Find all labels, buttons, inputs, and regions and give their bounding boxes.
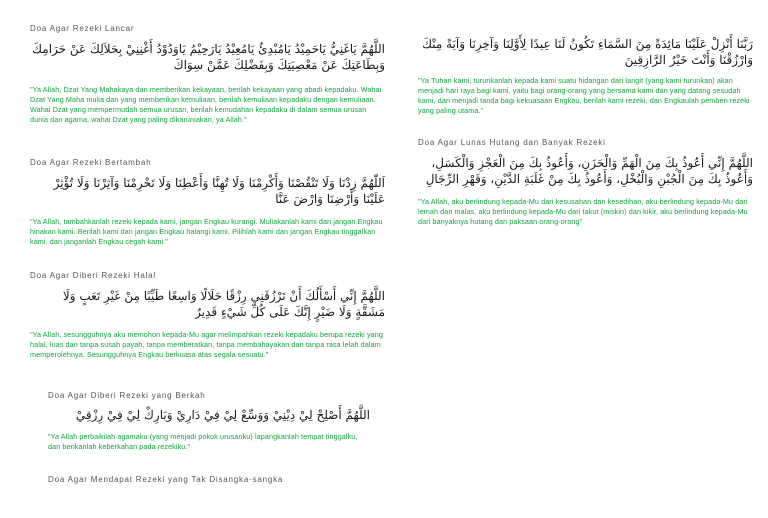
arabic-text: اللَّهُمَّ إِنِّي أَعُوذُ بِكَ مِنَ الْهَمِّ وَالْحَزَنِ، وَأَعُوذُ بِكَ مِنَ الْعَجْزِ وَالْكَسَلِ، وَأَعُوذُ بِكَ مِنَ الْجُبْنِ وَالْبُخْلِ، وَأَعُوذُ بِكَ مِنْ غَلَبَةِ الدَّيْنِ، وَقَهْرِ الرِّجَالِ — [425, 156, 753, 186]
left-section-2 — [30, 158, 385, 247]
translation-text: "Ya Allah, tambahkanlah rezeki kepada kami, jangan Engkau kurangi. Muliakanlah kami dan jangan Engkau hinakan kami. Berilah kami dan jangan Engkau halangi kami. Pilihlah kami dan jangan Engkau tinggalkan kami, dan janganlah Engkau cegah kami." — [30, 217, 383, 246]
translation-text: "Ya Allah, sesungguhnya aku memohon kepada-Mu agar melimpahkan rezeki kepadaku berupa rezeki yang halal, luas dan tanpa susah payah, tanpa memberatkan, tanpa membahayakan dan tanpa rasa lelah dalam memperolehnya. Sesungguhnya Engkau berkuasa atas segala sesuatu." — [30, 330, 383, 359]
translation-text: "Ya Allah, Dzat Yang Mahakaya dan memberikan kekayaan, berilah kekayaan yang abadi kepadaku. Wahai Dzat Yang Maha mulia dan yang memberikan kemuliaan, berilah kemuliaan kepadaku dengan kemuliaan. Wahai Dzat yang mempermudah semua urusan, berilah kemudahan kepadaku di dalam semua urusan dunia dan agama, wahai Dzat yang paling dikaruniakan, ya Allah." — [30, 85, 382, 124]
arabic-text: اللَّهُمَّ أَصْلِحْ لِيْ دِيْنِيْ وَوَسِّعْ لِيْ فِيْ دَارِيْ وَبَارِكْ لِيْ فِيْ رِزْقِيْ — [75, 408, 370, 422]
right-section-2 — [418, 138, 753, 227]
section-heading: Doa Agar Mendapat Rezeki yang Tak Disangka-sangka — [48, 475, 284, 484]
left-section-3 — [30, 271, 385, 360]
arabic-text: اللَّهُمَّ إِنِّي أَسْأَلُكَ أَنْ تَرْزُقَنِي رِزْقًا حَلَالًا وَاسِعًا طَيِّبًا مِنْ غَيْرِ تَعَبٍ وَلَا مَشَقَّةٍ وَلَا ضَيْرٍ إِنَّكَ عَلَى كُلِّ شَيْءٍ قَدِيرٌ — [62, 289, 385, 319]
section-heading: Doa Agar Diberi Rezeki yang Berkah — [48, 391, 206, 400]
left-section-4 — [30, 391, 370, 452]
section-heading: Doa Agar Rezeki Bertambah — [30, 158, 152, 167]
arabic-text: رَبَّنَا أَنْزِلْ عَلَيْنَا مَائِدَةً مِنَ السَّمَاءِ تَكُونُ لَنَا عِيدًا لِأَوَّلِنَا وَآخِرِنَا وَآيَةً مِنْكَ وَارْزُقْنَا وَأَنْتَ خَيْرُ الرَّازِقِينَ — [422, 37, 753, 67]
right-section-1 — [418, 36, 753, 116]
arabic-text: اللَّهُمَّ يَاغَنِيُّ يَاحَمِيْدُ يَامُبْدِئُ يَامُعِيْدُ يَارَحِيْمُ يَاوَدُوْدُ أَغْنِنِيْ بِحَلاَلِكَ عَنْ حَرَامِكَ وَبِطَاعَتِكَ عَنْ مَعْصِيَتِكَ وَبِفَضْلِكَ عَمَّنْ سِوَاكَ — [32, 42, 385, 72]
left-section-5 — [30, 475, 385, 484]
section-heading: Doa Agar Rezeki Lancar — [30, 24, 135, 33]
translation-text: "Ya Allah, aku berlindung kepada-Mu dari kesusahan dan kesedihan, aku berlindung kepada-Mu dari lemah dan malas, aku berlindung kepada-Mu dari takut (miskin) dan kikir, aku berlindung kepada-Mu dari banyaknya hutang dan paksaan orang-orang" — [418, 197, 748, 226]
left-section-1 — [30, 24, 385, 125]
section-heading: Doa Agar Diberi Rezeki Halal — [30, 271, 157, 280]
translation-text: "Ya Allah perbaikilah agamaku (yang menjadi pokok urusanku) lapangkanlah tempat tinggalku, dan berikanlah keberkahan pada rezekiku." — [48, 432, 358, 451]
arabic-text: اَللّٰهُمَّ زِدْنَا وَلَا تَنْقُصْنَا وَأَكْرِمْنَا وَلَا تُهِنَّا وَأَعْطِنَا وَلَا تَحْرِمْنَا وَآثِرْنَا وَلَا تُؤْثِرْ عَلَيْنَا وَأَرْضِنَا وَارْضَ عَنَّا — [53, 176, 385, 206]
translation-text: "Ya Tuhan kami, turunkanlah kepada kami suatu hidangan dari langit (yang kami turunkan) akan menjadi hari raya bagi kami, yaitu bagi orang-orang yang bersama kami dan yang datang sesudah kami, dan menjadi tanda bagi kekuasaan Engkau, berilah kami rezeki, dan Engkaulah pemberi rezeki yang paling utama." — [418, 76, 750, 115]
section-heading: Doa Agar Lunas Hutang dan Banyak Rezeki — [418, 138, 606, 147]
